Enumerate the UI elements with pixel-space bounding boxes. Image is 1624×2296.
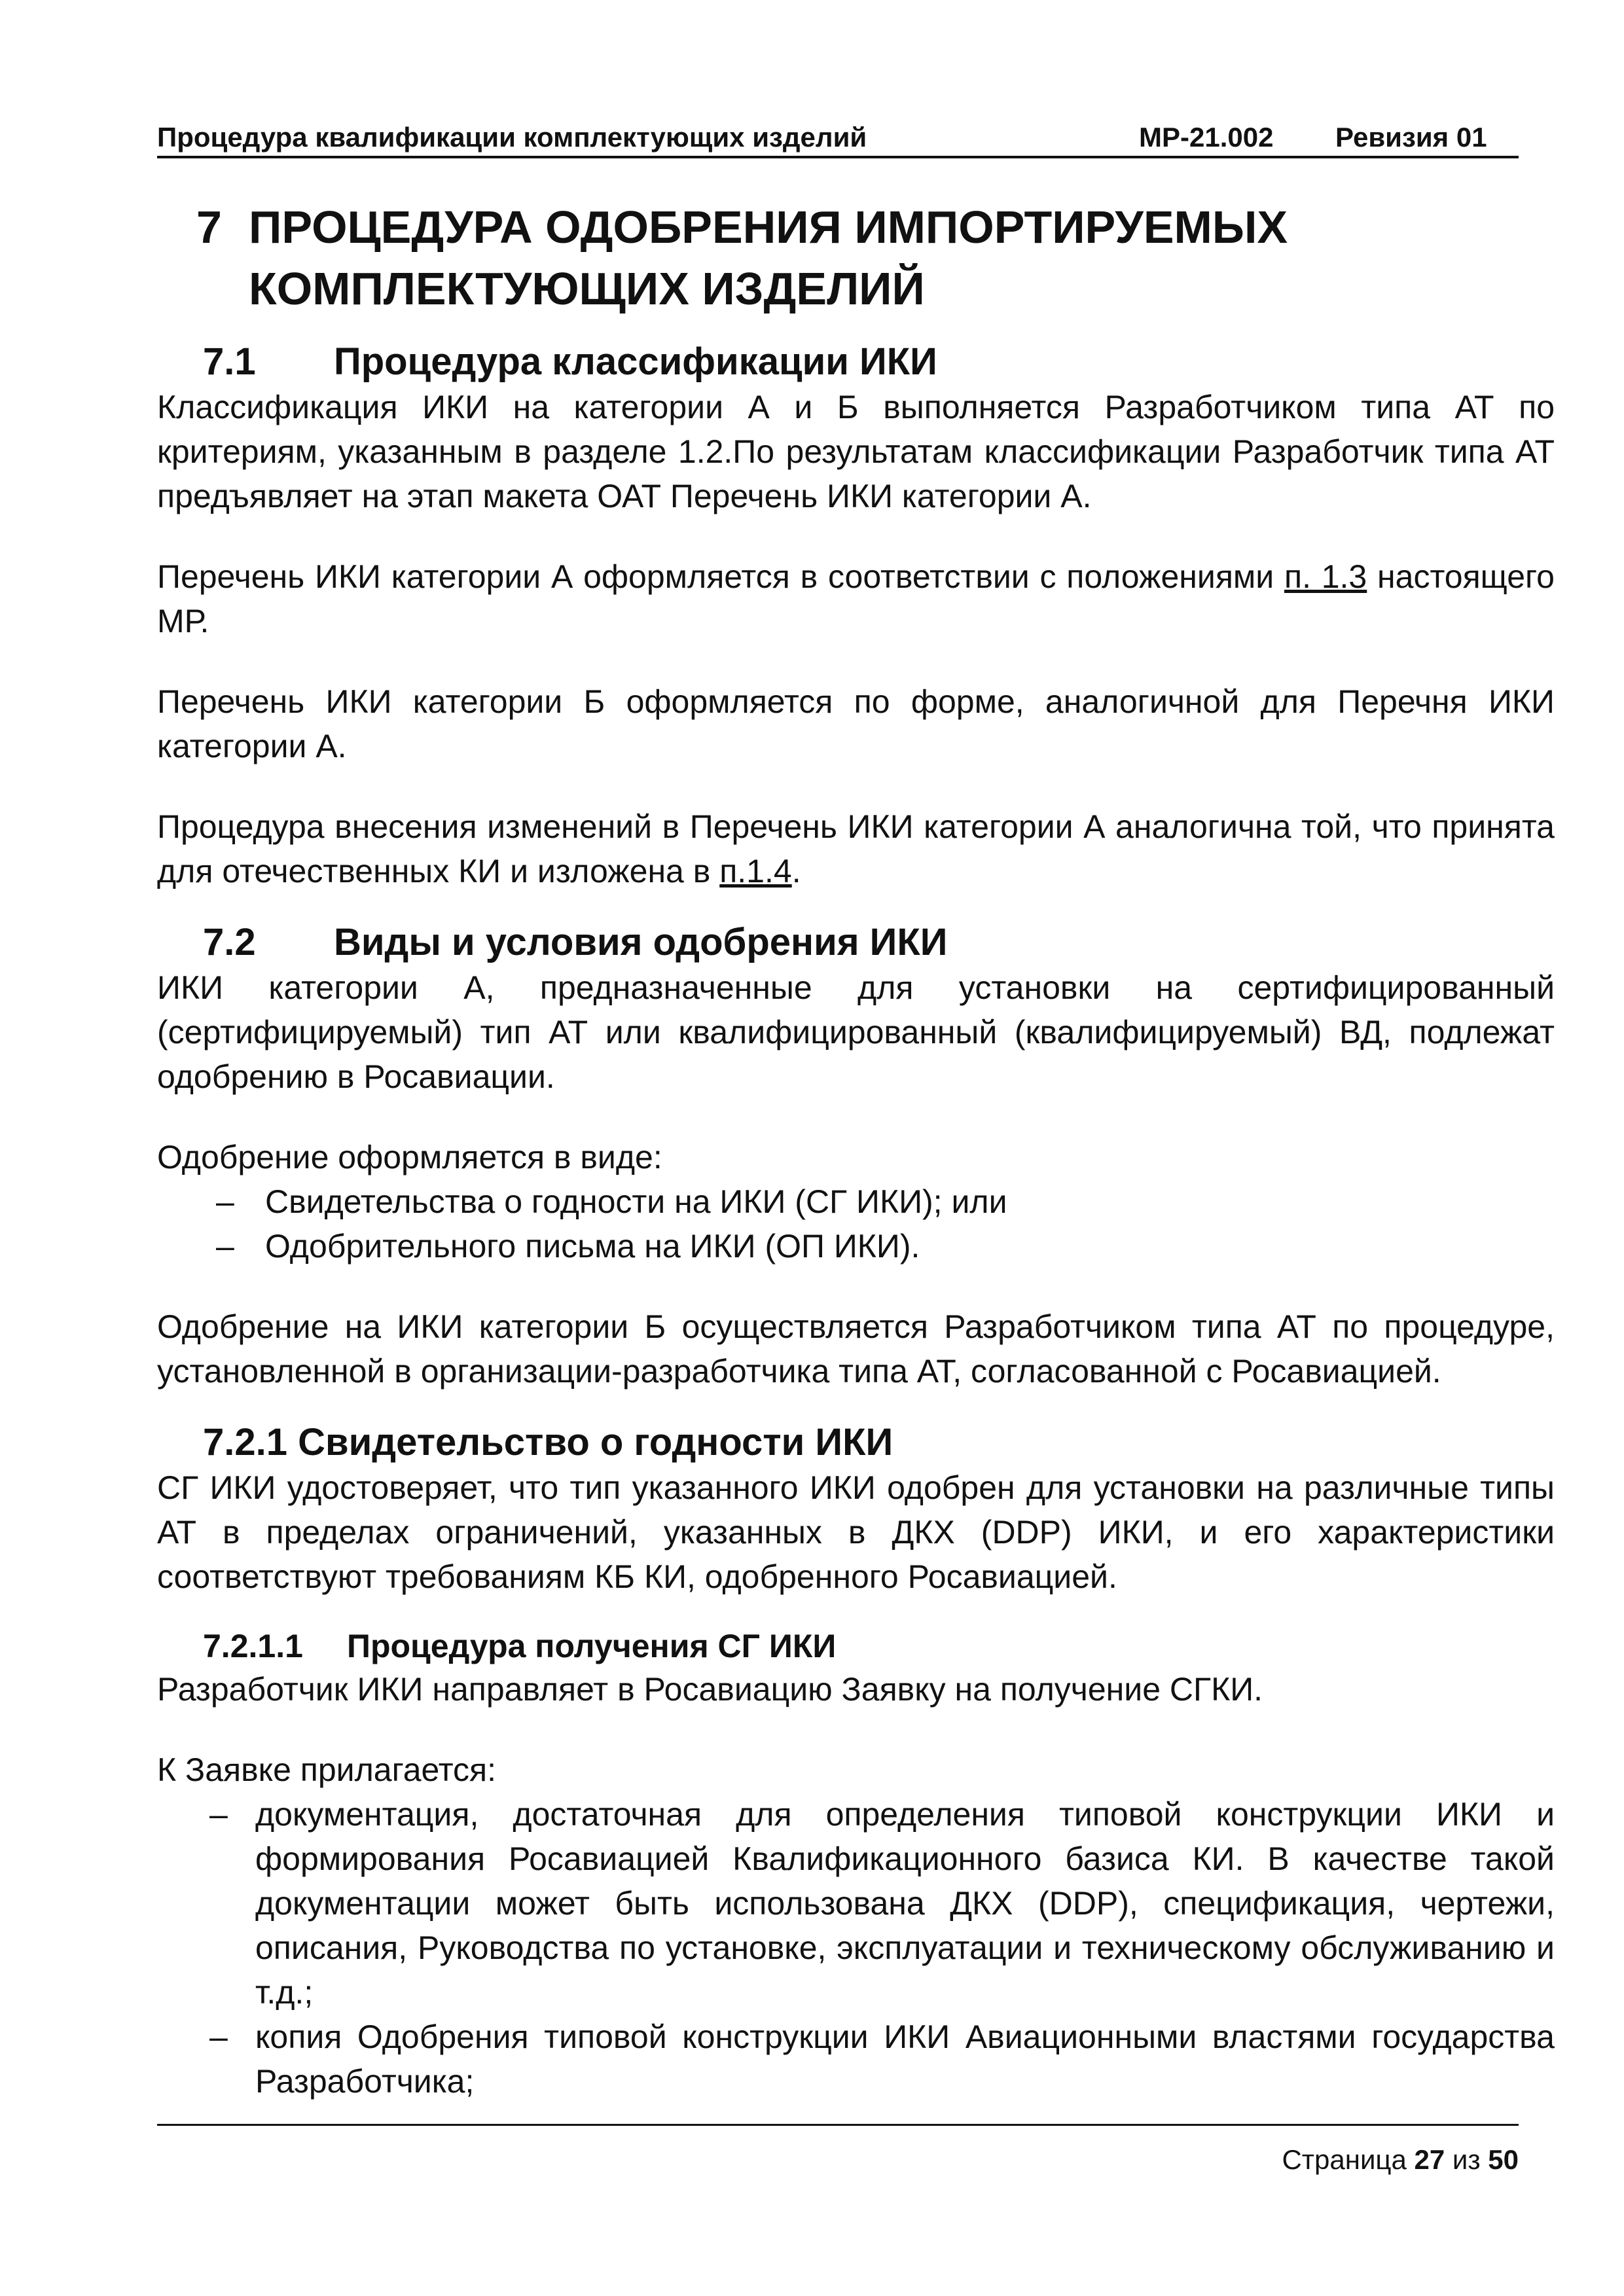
list-item: – Одобрительного письма на ИКИ (ОП ИКИ). [157,1224,1555,1268]
page-number: Страница 27 из 50 [1282,2144,1519,2175]
paragraph: СГ ИКИ удостоверяет, что тип указанного ИКИ одобрен для установки на различные типы АТ в пределах ограничений, указанных в ДКХ (DDP) ИКИ, и его характеристики соответствуют требованиям КБ КИ, одобренного Росавиацией. [157,1469,1555,1595]
list-item: – Свидетельства о годности на ИКИ (СГ ИКИ); или [157,1179,1555,1224]
paragraph: К Заявке прилагается: [157,1751,496,1788]
section-7-2-heading [203,920,1555,965]
paragraph: Процедура внесения изменений в Перечень ИКИ категории А аналогична той, что принята для отечественных КИ и изложена в п.1.4. [157,808,1555,889]
section-7-2-1-heading: 7.2.1 Свидетельство о годности ИКИ [203,1421,893,1463]
section-7-number: 7 [196,202,222,253]
dash-bullet: – [209,2018,228,2055]
page-footer [157,2124,1519,2175]
section-7-title-line1: ПРОЦЕДУРА ОДОБРЕНИЯ ИМПОРТИРУЕМЫХ [249,202,1288,253]
paragraph: Классификация ИКИ на категории А и Б выполняется Разработчиком типа АТ по критериям, указанным в разделе 1.2.По результатам классификации Разработчик типа АТ предъявляет на этап макета ОАТ Перечень ИКИ категории А. [157,389,1555,514]
section-7-1-title: Процедура классификации ИКИ [334,340,937,383]
page-content [157,196,1555,2104]
page-total: 50 [1488,2144,1519,2175]
paragraph: Перечень ИКИ категории А оформляется в соответствии с положениями п. 1.3 настоящего МР. [157,558,1555,639]
header-title: Процедура квалификации комплектующих изделий [157,122,867,152]
section-7-2-1-1-number: 7.2.1.1 [203,1628,303,1664]
application-attachments-list [157,1792,1555,2104]
dash-bullet: – [216,1183,234,1220]
paragraph: Перечень ИКИ категории Б оформляется по форме, аналогичной для Перечня ИКИ категории А. [157,683,1555,764]
section-7-2-number: 7.2 [203,921,256,963]
section-7-2-title: Виды и условия одобрения ИКИ [334,921,948,963]
section-7-title-line2: КОМПЛЕКТУЮЩИХ ИЗДЕЛИЙ [249,263,925,314]
section-link-1-4[interactable]: п.1.4 [719,853,792,889]
section-7-2-1-1-heading [203,1625,1555,1667]
header-revision: Ревизия 01 [1335,122,1487,152]
approval-types-list [157,1179,1555,1268]
section-7-2-1-1-title: Процедура получения СГ ИКИ [347,1628,837,1664]
dash-bullet: – [209,1796,228,1833]
header-doc-code: МР-21.002 [1139,122,1274,152]
dash-bullet: – [216,1228,234,1265]
paragraph: Разработчик ИКИ направляет в Росавиацию Заявку на получение СГКИ. [157,1671,1263,1708]
paragraph: Одобрение на ИКИ категории Б осуществляется Разработчиком типа АТ по процедуре, установленной в организации-разработчика типа АТ, согласованной с Росавиацией. [157,1308,1555,1390]
section-7-heading [196,196,1555,319]
paragraph: Одобрение оформляется в виде: [157,1139,662,1175]
section-7-1-number: 7.1 [203,340,256,383]
list-item: – копия Одобрения типовой конструкции ИКИ Авиационными властями государства Разработчика; [157,2015,1555,2104]
section-link-1-3[interactable]: п. 1.3 [1284,558,1367,595]
list-item: – документация, достаточная для определения типовой конструкции ИКИ и формирования Росавиацией Квалификационного базиса КИ. В качестве такой документации может быть использована ДКХ (DDP), спецификация, чертежи, описания, Руководства по установке, эксплуатации и техническому обслуживанию и т.д.; [157,1792,1555,2015]
page-current: 27 [1414,2144,1445,2175]
page-header [157,119,1519,158]
paragraph: ИКИ категории А, предназначенные для установки на сертифицированный (сертифицируемый) тип АТ или квалифицированный (квалифицируемый) ВД, подлежат одобрению в Росавиации. [157,969,1555,1095]
section-7-1-heading [203,339,1555,385]
